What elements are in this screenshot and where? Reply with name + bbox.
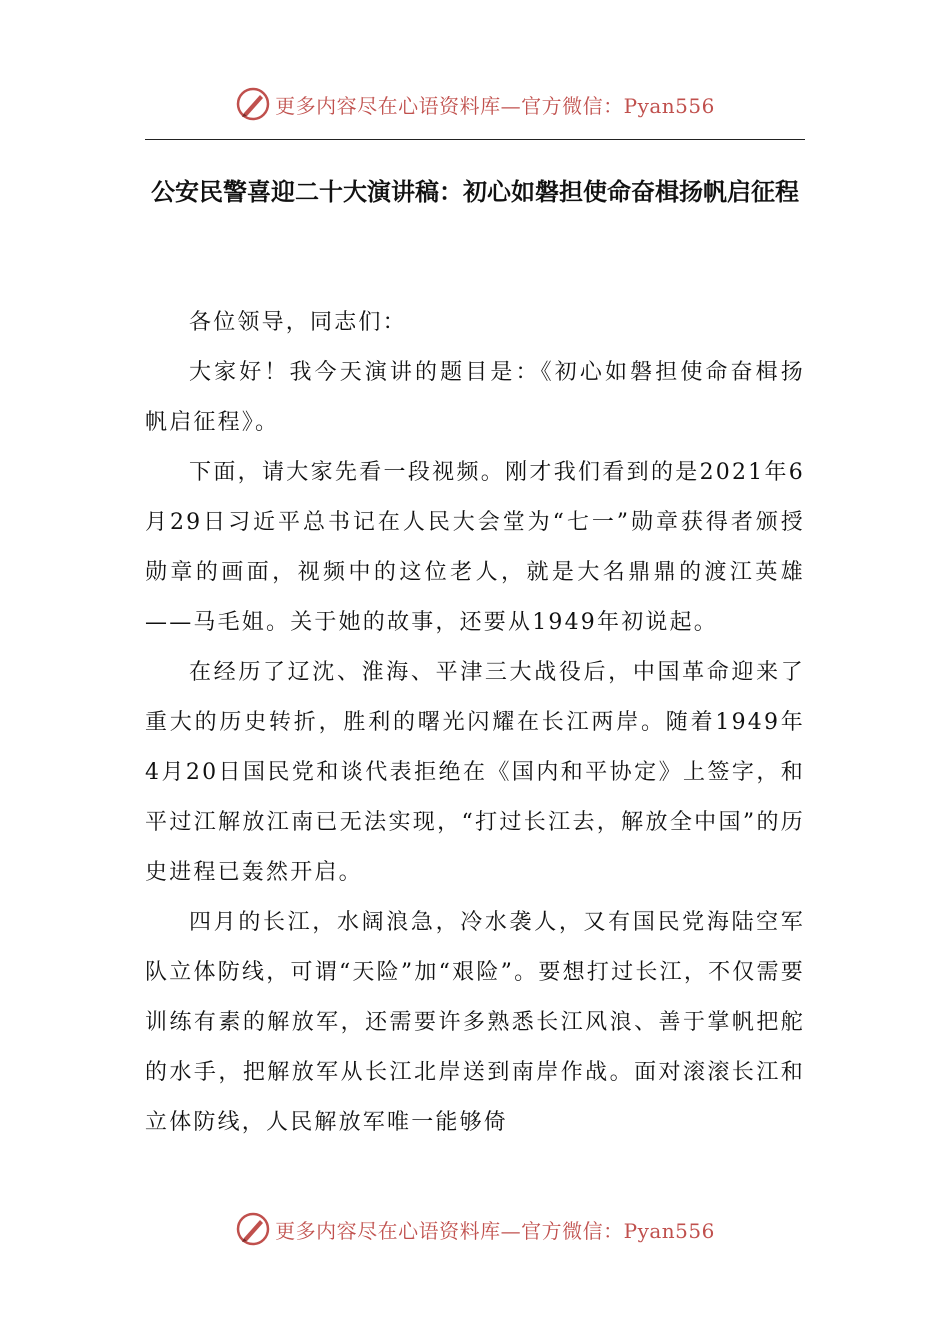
banner-text: 更多内容尽在心语资料库—官方微信：Pyan556 bbox=[275, 1218, 715, 1243]
paragraph: 下面，请大家先看一段视频。刚才我们看到的是2021年6月29日习近平总书记在人民大会堂为“七一”勋章获得者颁授勋章的画面，视频中的这位老人，就是大名鼎鼎的渡江英雄——马毛姐。关于她的故事，还要从1949年初说起。 bbox=[145, 460, 805, 635]
pen-circle-icon bbox=[235, 1211, 271, 1247]
footer-banner bbox=[0, 1207, 950, 1251]
pen-circle-icon bbox=[235, 86, 271, 122]
banner-text: 更多内容尽在心语资料库—官方微信：Pyan556 bbox=[275, 93, 715, 118]
paragraph: 四月的长江，水阔浪急，冷水袭人，又有国民党海陆空军队立体防线，可谓“天险”加“艰险”。要想打过长江，不仅需要训练有素的解放军，还需要许多熟悉长江风浪、善于掌帆把舵的水手，把解放军从长江北岸送到南岸作战。面对滚滚长江和立体防线，人民解放军唯一能够倚 bbox=[145, 910, 805, 1135]
header-banner bbox=[0, 82, 950, 126]
paragraph: 在经历了辽沈、淮海、平津三大战役后，中国革命迎来了重大的历史转折，胜利的曙光闪耀在长江两岸。随着1949年4月20日国民党和谈代表拒绝在《国内和平协定》上签字，和平过江解放江南已无法实现，“打过长江去，解放全中国”的历史进程已轰然开启。 bbox=[145, 660, 805, 885]
header-divider bbox=[145, 139, 805, 140]
document-title: 公安民警喜迎二十大演讲稿：初心如磐担使命奋楫扬帆启征程 bbox=[151, 178, 799, 206]
document-body bbox=[145, 298, 805, 1148]
paragraph: 各位领导，同志们： bbox=[189, 310, 407, 335]
paragraph: 大家好！我今天演讲的题目是：《初心如磐担使命奋楫扬帆启征程》。 bbox=[145, 360, 805, 435]
